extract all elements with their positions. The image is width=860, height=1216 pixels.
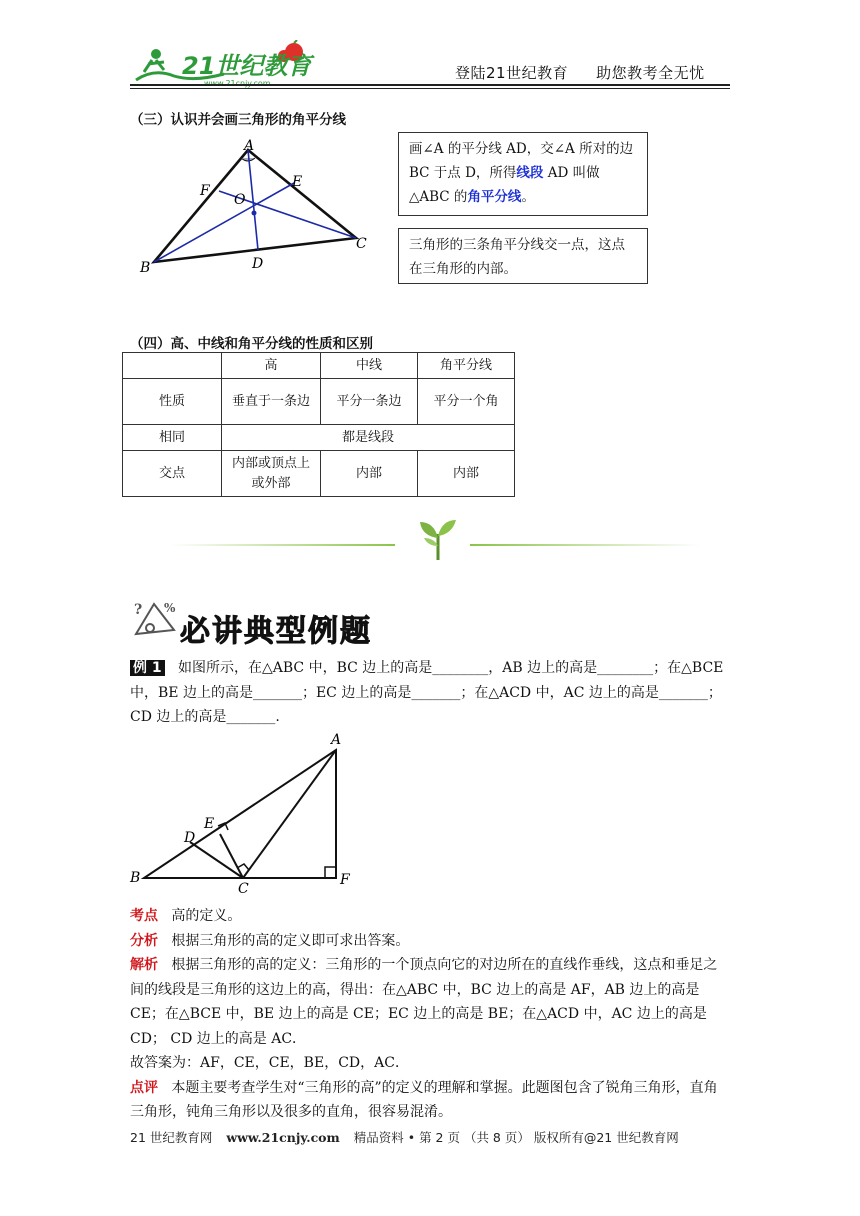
table-header: 角平分线: [418, 353, 515, 379]
fenxi-text: 根据三角形的高的定义即可求出答案。: [171, 932, 410, 949]
logo-text: 21世纪教育: [182, 52, 312, 80]
label-e: E: [292, 174, 303, 190]
dianping-label: 点评: [130, 1079, 158, 1096]
label-c: C: [356, 236, 367, 252]
fenxi-label: 分析: [130, 932, 158, 949]
table-cell: 垂直于一条边: [222, 379, 321, 425]
divider-right: [470, 544, 700, 546]
definition-text-2: AD 叫做△ABC 的: [409, 165, 600, 205]
table-header: 高: [222, 353, 321, 379]
label-a: A: [331, 732, 342, 748]
label-f: F: [340, 872, 350, 888]
table-cell: 相同: [123, 425, 222, 451]
footer-site-link[interactable]: www.21cnjy.com: [226, 1130, 340, 1145]
table-header: [123, 353, 222, 379]
definition-emphasis-1: 线段: [516, 165, 544, 181]
fenxi-line: [130, 929, 730, 954]
svg-text:?: ?: [134, 602, 143, 618]
answer-line: 故答案为：AF，CE，CE，BE，CD，AC．: [130, 1055, 409, 1071]
slogan-right: 助您教考全无忧: [596, 64, 705, 82]
definition-text-1: 画∠A 的平分线 AD，交∠A 所对的边 BC 于点 D，所得: [409, 141, 634, 181]
kaodian-label: 考点: [130, 908, 158, 924]
table-cell: 性质: [123, 379, 222, 425]
question-text: 如图所示，在△ABC 中，BC 边上的高是________，AB 边上的高是________；在△BCE 中，BE 边上的高是_______；EC 边上的高是_______；在△ACD 中，AC 边上的高是_______； CD 边上的高是_______.: [130, 660, 724, 725]
label-a: A: [244, 138, 255, 154]
table-cell: 平分一个角: [418, 379, 515, 425]
table-cell: 内部: [418, 451, 515, 497]
table-row: [123, 451, 515, 497]
definition-box: [398, 132, 648, 216]
label-b: B: [140, 260, 151, 276]
section3-title: （三）认识并会画三角形的角平分线: [130, 112, 346, 128]
label-f: F: [200, 183, 210, 199]
example-tag: 例 1: [130, 660, 165, 676]
example-figure: [128, 730, 368, 900]
table-row: [123, 379, 515, 425]
divider-left: [170, 544, 395, 546]
table-header: 中线: [321, 353, 418, 379]
angle-bisector-figure: [134, 136, 374, 280]
logo: [134, 40, 324, 88]
sprout-icon: [416, 516, 460, 566]
table-row: [123, 425, 515, 451]
dianping-line: [130, 1076, 730, 1125]
section4-title: （四）高、中线和角平分线的性质和区别: [130, 336, 373, 352]
definition-text-3: 。: [521, 189, 535, 205]
footer-right: 精品资料 • 第 2 页 （共 8 页） 版权所有@21 世纪教育网: [353, 1130, 679, 1145]
slogan-left: 登陆21世纪教育: [455, 64, 569, 82]
dianping-text: 本题主要考查学生对“三角形的高”的定义的理解和掌握。此题图包含了锐角三角形，直角三角形，钝角三角形以及很多的直角，很容易混淆。: [130, 1079, 718, 1120]
table-cell: 内部: [321, 451, 418, 497]
label-b: B: [130, 870, 141, 886]
svg-text:%: %: [164, 601, 176, 615]
property-box: 三角形的三条角平分线交一点，这点在三角形的内部。: [398, 228, 648, 284]
label-d: D: [184, 830, 196, 846]
solution-block: [130, 904, 730, 1125]
comparison-table: [122, 352, 515, 497]
label-c: C: [238, 881, 249, 896]
kaodian-text: 高的定义。: [171, 908, 242, 924]
jiexi-label: 解析: [130, 957, 158, 973]
jiexi-line: [130, 953, 730, 1051]
table-cell: 内部或顶点上或外部: [222, 451, 321, 497]
label-d: D: [252, 256, 264, 272]
footer: [130, 1128, 679, 1146]
kaodian-line: [130, 904, 730, 929]
header-rule-thin: [130, 88, 730, 89]
label-o: O: [234, 192, 246, 208]
banner-title: 必讲典型例题: [180, 614, 372, 649]
banner-icon: [130, 594, 180, 648]
header-rule: [130, 84, 730, 86]
table-cell: 都是线段: [222, 425, 515, 451]
table-cell: 平分一条边: [321, 379, 418, 425]
label-e: E: [204, 816, 215, 832]
jiexi-text: 根据三角形的高的定义：三角形的一个顶点向它的对边所在的直线作垂线，这点和垂足之间的线段是三角形的这边上的高，得出：在△ABC 中，BC 边上的高是 AF，AB 边上的高是 CE；在△BCE 中，BE 边上的高是 CE；EC 边上的高是 BE；在△ACD 中，AC 边上的高是 CD； CD 边上的高是 AC．: [130, 957, 718, 1047]
header-slogan: [455, 62, 705, 83]
definition-emphasis-2: 角平分线: [467, 189, 522, 205]
footer-left: 21 世纪教育网: [130, 1130, 213, 1145]
example-question: [130, 656, 730, 730]
table-cell: 交点: [123, 451, 222, 497]
logo-graphic: [134, 40, 324, 88]
